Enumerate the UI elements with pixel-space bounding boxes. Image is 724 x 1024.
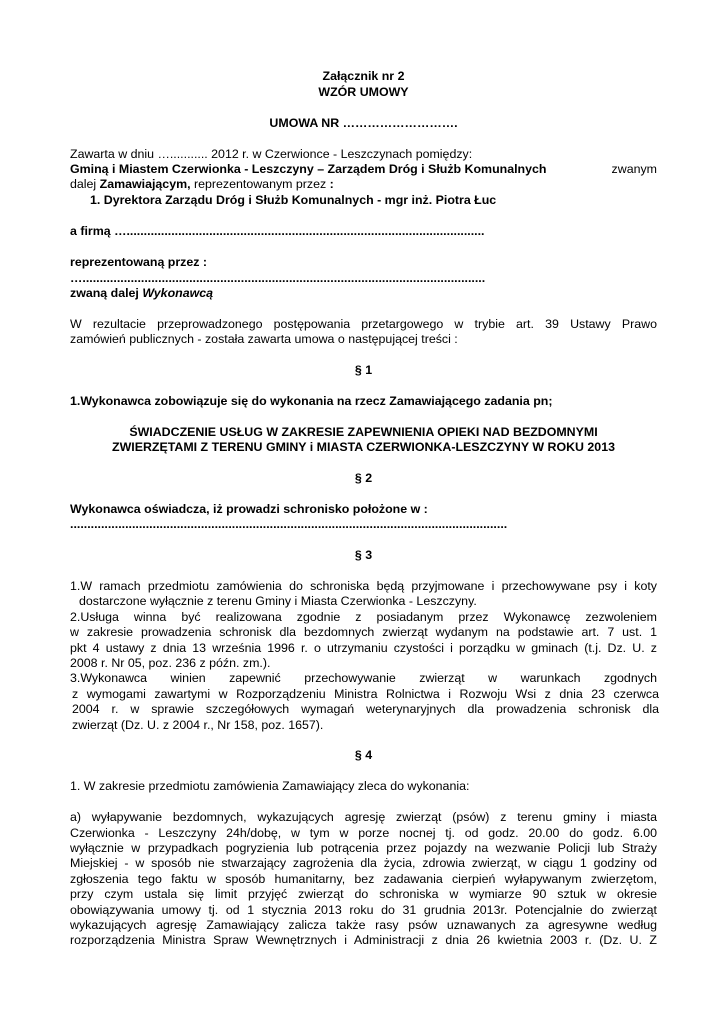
s4-a-line2: Czerwionka - Leszczyny 24h/dobę, w tym w porze nocnej tj. od godz. 20.00 do godz. 6.00 — [70, 826, 657, 840]
s3-p1-line1: 1.W ramach przedmiotu zamówienia do schroniska będą przyjmowane i przechowywane psy i koty — [70, 579, 657, 593]
s4-a-line3: wyłącznie w przypadkach pogryzienia lub potrącenia przez pojazdy na wezwanie Policji lub Straży — [70, 841, 657, 855]
section-4-mark: § 4 — [354, 748, 373, 762]
s3-p3-line4: zwierząt (Dz. U. z 2004 r., Nr 158, poz. 1657). — [72, 718, 324, 732]
intro-date-line: Zawarta w dniu …........... 2012 r. w Czerwionce - Leszczynach pomiędzy: — [70, 147, 473, 161]
s4-p1: 1. W zakresie przedmiotu zamówienia Zamawiający zleca do wykonania: — [70, 779, 470, 793]
s4-a-line5: zgłoszenia tego faktu w sposób humanitarny, bez zadawania cierpień wyłapywanym zwierzętom, — [70, 872, 657, 886]
task-title-line-1: ŚWIADCZENIE USŁUG W ZAKRESIE ZAPEWNIENIA OPIEKI NAD BEZDOMNYMI — [129, 425, 598, 439]
s4-a-line1: a) wyłapywanie bezdomnych, wykazujących agresję zwierząt (psów) z terenu gminy i miasta — [70, 810, 657, 824]
party1-colon: : — [329, 177, 334, 191]
party1-tail: zwanym — [611, 162, 657, 176]
represented-by-label: reprezentowaną przez : — [70, 255, 208, 269]
s4-a-line7: obowiązywania umowy tj. od 1 stycznia 2013 roku do 31 grudnia 2013r. Potencjalnie do zwierząt — [70, 903, 657, 917]
result-line-1: W rezultacie przeprowadzonego postępowania przetargowego w trybie art. 39 Ustawy Prawo — [70, 317, 657, 331]
party1-line — [70, 162, 657, 178]
s4-a-line9: rozporządzenia Ministra Spraw Wewnętrznych i Administracji z dnia 26 kwietnia 2003 r. (Dz. U. Z — [70, 933, 657, 947]
result-line-2: zamówień publicznych - została zawarta umowa o następującej treści : — [70, 332, 458, 346]
section-1-text: 1.Wykonawca zobowiązuje się do wykonania na rzecz Zamawiającego zadania pn; — [70, 394, 553, 408]
document-title: WZÓR UMOWY — [318, 85, 409, 99]
section-1-mark: § 1 — [354, 363, 373, 377]
s3-p2-line3: pkt 4 ustawy z dnia 13 września 1996 r. o utrzymaniu czystości i porządku w gminach (t.j. Dz. U. z — [70, 641, 657, 655]
contractor-called — [70, 286, 657, 302]
s3-p2-line2: w zakresie prowadzenia schronisk dla bezdomnych zwierząt wydanym na podstawie art. 7 ust. 1 — [70, 625, 657, 639]
represented-by-dots: …..................................................................................................................... — [70, 271, 486, 285]
contractor-term: Wykonawcą — [142, 286, 214, 300]
s4-a-line6: przy czym ustala się limit przyjęć zwierząt do schroniska w wymiarze 90 sztuk w okresie — [70, 887, 657, 901]
party1-dalej: dalej — [70, 177, 100, 191]
section-3-mark: § 3 — [354, 548, 373, 562]
s3-p3-line1: 3.Wykonawca winien zapewnić przechowywanie zwierząt w warunkach zgodnych — [70, 671, 657, 685]
task-title-line-2: ZWIERZĘTAMI Z TERENU GMINY i MIASTA CZERWIONKA-LESZCZYNY W ROKU 2013 — [112, 440, 615, 454]
attachment-label: Załącznik nr 2 — [322, 69, 405, 83]
s3-p3-line2: z wymogami zawartymi w Rozporządzeniu Ministra Rolnictwa i Rozwoju Wsi z dnia 23 czerwca — [72, 687, 659, 701]
party1-represented: reprezentowanym przez — [190, 177, 330, 191]
party1-role: Zamawiającym, — [99, 177, 191, 191]
section-2-text: Wykonawca oświadcza, iż prowadzi schronisko położone w : — [70, 502, 428, 516]
s4-a-line4: Miejskiej - w sposób nie stwarzający zagrożenia dla życia, zdrowia zwierząt, w ciągu 1 godziny od — [70, 856, 657, 870]
contract-number: UMOWA NR ………………………. — [269, 116, 458, 130]
party1-name: Gminą i Miastem Czerwionka - Leszczyny – Zarządem Dróg i Służb Komunalnych — [70, 162, 547, 176]
s3-p3-line3: 2004 r. w sprawie szczegółowych wymagań weterynaryjnych dla prowadzenia schronisk dla — [72, 702, 659, 716]
representative-1: 1. Dyrektora Zarządu Dróg i Służb Komunalnych - mgr inż. Piotra Łuc — [90, 193, 497, 207]
section-2-dots: ............................................................................................................................... — [70, 517, 508, 531]
section-2-mark: § 2 — [354, 471, 373, 485]
s3-p1-line2: dostarczone wyłącznie z terenu Gminy i Miasta Czerwionka - Leszczyny. — [79, 594, 477, 608]
s3-p2-line4: 2008 r. Nr 05, poz. 236 z późn. zm.). — [70, 656, 271, 670]
firm-line: a firmą …........................................................................................................ — [70, 224, 485, 238]
s4-a-line8: wykazujących agresję Zamawiający zalicza także rasy psów uznawanych za agresywne według — [70, 918, 657, 932]
party1-line2 — [70, 177, 657, 193]
called-prefix: zwaną dalej — [70, 286, 143, 300]
s3-p2-line1: 2.Usługa winna być realizowana zgodnie z posiadanym przez Wykonawcę zezwoleniem — [70, 610, 657, 624]
